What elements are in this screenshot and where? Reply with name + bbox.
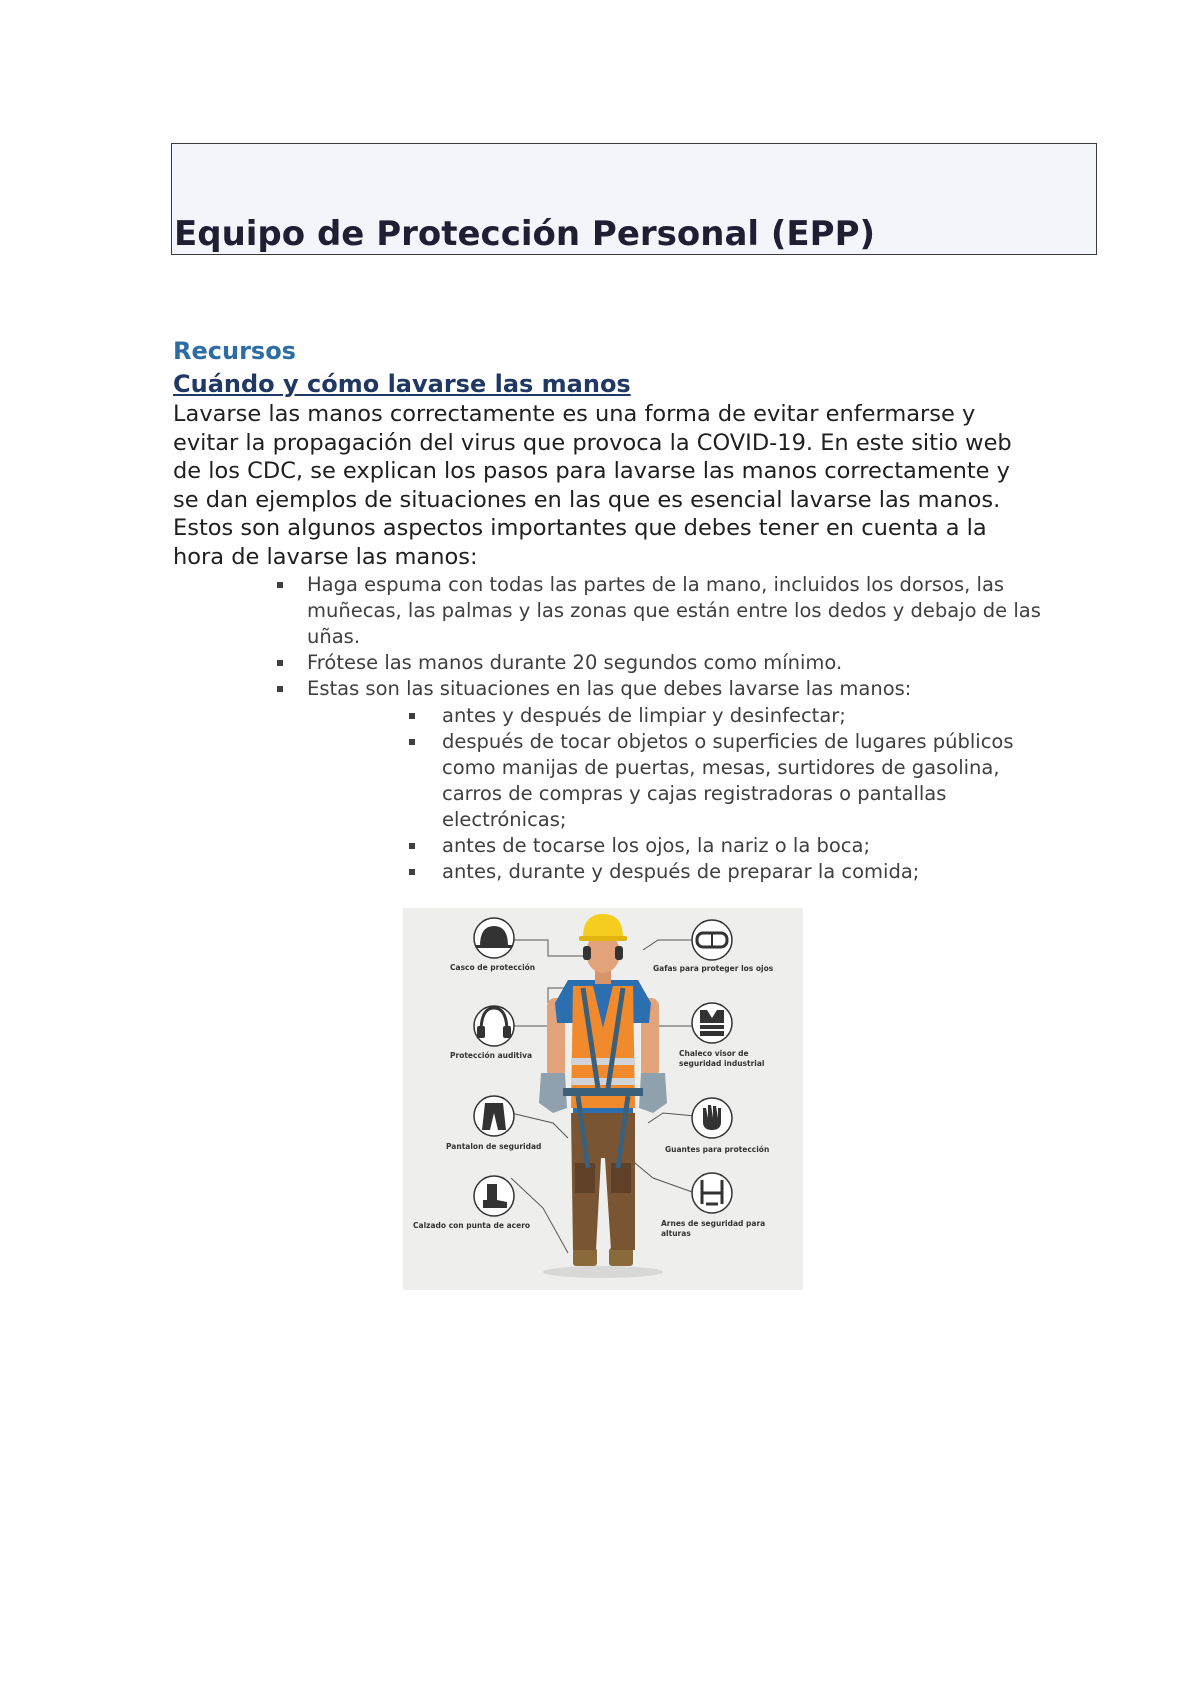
label-harness-1: Arnes de seguridad para bbox=[661, 1219, 766, 1228]
harness-icon bbox=[692, 1173, 732, 1213]
handwashing-link[interactable]: Cuándo y cómo lavarse las manos bbox=[173, 370, 631, 398]
list-item bbox=[442, 703, 1022, 729]
list-item bbox=[442, 833, 1022, 859]
section-label: Recursos bbox=[173, 337, 296, 365]
ppe-illustration-svg bbox=[403, 908, 803, 1290]
bullet-icon bbox=[277, 660, 283, 666]
list-item-text: Estas son las situaciones en las que debes lavarse las manos: bbox=[307, 677, 912, 700]
bullet-icon bbox=[277, 582, 283, 588]
label-helmet: Casco de protección bbox=[450, 963, 536, 972]
label-harness-2: alturas bbox=[661, 1229, 691, 1238]
list-item-text: antes, durante y después de preparar la comida; bbox=[442, 860, 920, 883]
list-item-text: Frótese las manos durante 20 segundos como mínimo. bbox=[307, 651, 843, 674]
list-item bbox=[442, 859, 1022, 885]
bullet-list-level1 bbox=[307, 572, 1047, 702]
list-item-text: después de tocar objetos o superficies de lugares públicos como manijas de puertas, mesas, surtidores de gasolina, carros de compras y cajas registradoras o pantallas electrónicas; bbox=[442, 730, 1014, 831]
bullet-icon bbox=[409, 739, 415, 745]
label-vest-1: Chaleco visor de bbox=[679, 1049, 749, 1058]
label-pants: Pantalon de seguridad bbox=[446, 1142, 542, 1151]
pants-icon bbox=[474, 1096, 514, 1136]
bullet-list-level2 bbox=[442, 703, 1022, 885]
boot-icon bbox=[474, 1176, 514, 1216]
bullet-icon bbox=[409, 713, 415, 719]
helmet-icon bbox=[474, 918, 514, 958]
bullet-icon bbox=[409, 843, 415, 849]
label-goggles: Gafas para proteger los ojos bbox=[653, 964, 774, 973]
list-item bbox=[442, 729, 1022, 833]
worker-figure bbox=[539, 914, 667, 1266]
page-title: Equipo de Protección Personal (EPP) bbox=[174, 214, 876, 254]
list-item bbox=[307, 676, 1047, 702]
ppe-illustration bbox=[403, 908, 803, 1290]
list-item-text: antes de tocarse los ojos, la nariz o la boca; bbox=[442, 834, 871, 857]
bullet-icon bbox=[409, 869, 415, 875]
label-vest-2: seguridad industrial bbox=[679, 1059, 765, 1068]
goggles-icon bbox=[692, 920, 732, 960]
list-item bbox=[307, 572, 1047, 650]
list-item-text: Haga espuma con todas las partes de la mano, incluidos los dorsos, las muñecas, las palmas y las zonas que están entre los dedos y debajo de las uñas. bbox=[307, 573, 1041, 648]
intro-paragraph: Lavarse las manos correctamente es una forma de evitar enfermarse y evitar la propagación del virus que provoca la COVID-19. En este sitio web de los CDC, se explican los pasos para lavarse las manos correctamente y se dan ejemplos de situaciones en las que es esencial lavarse las manos. Estos son algunos aspectos importantes que debes tener en cuenta a la hora de lavarse las manos: bbox=[173, 401, 1012, 570]
label-boots: Calzado con punta de acero bbox=[413, 1221, 531, 1230]
ear-protection-icon bbox=[474, 1006, 514, 1046]
title-box bbox=[171, 143, 1097, 255]
list-item-text: antes y después de limpiar y desinfectar; bbox=[442, 704, 846, 727]
label-ear-protection: Protección auditiva bbox=[450, 1051, 533, 1060]
list-item bbox=[307, 650, 1047, 676]
label-gloves: Guantes para protección bbox=[665, 1145, 770, 1154]
vest-icon bbox=[692, 1003, 732, 1043]
bullet-icon bbox=[277, 686, 283, 692]
gloves-icon bbox=[692, 1098, 732, 1138]
